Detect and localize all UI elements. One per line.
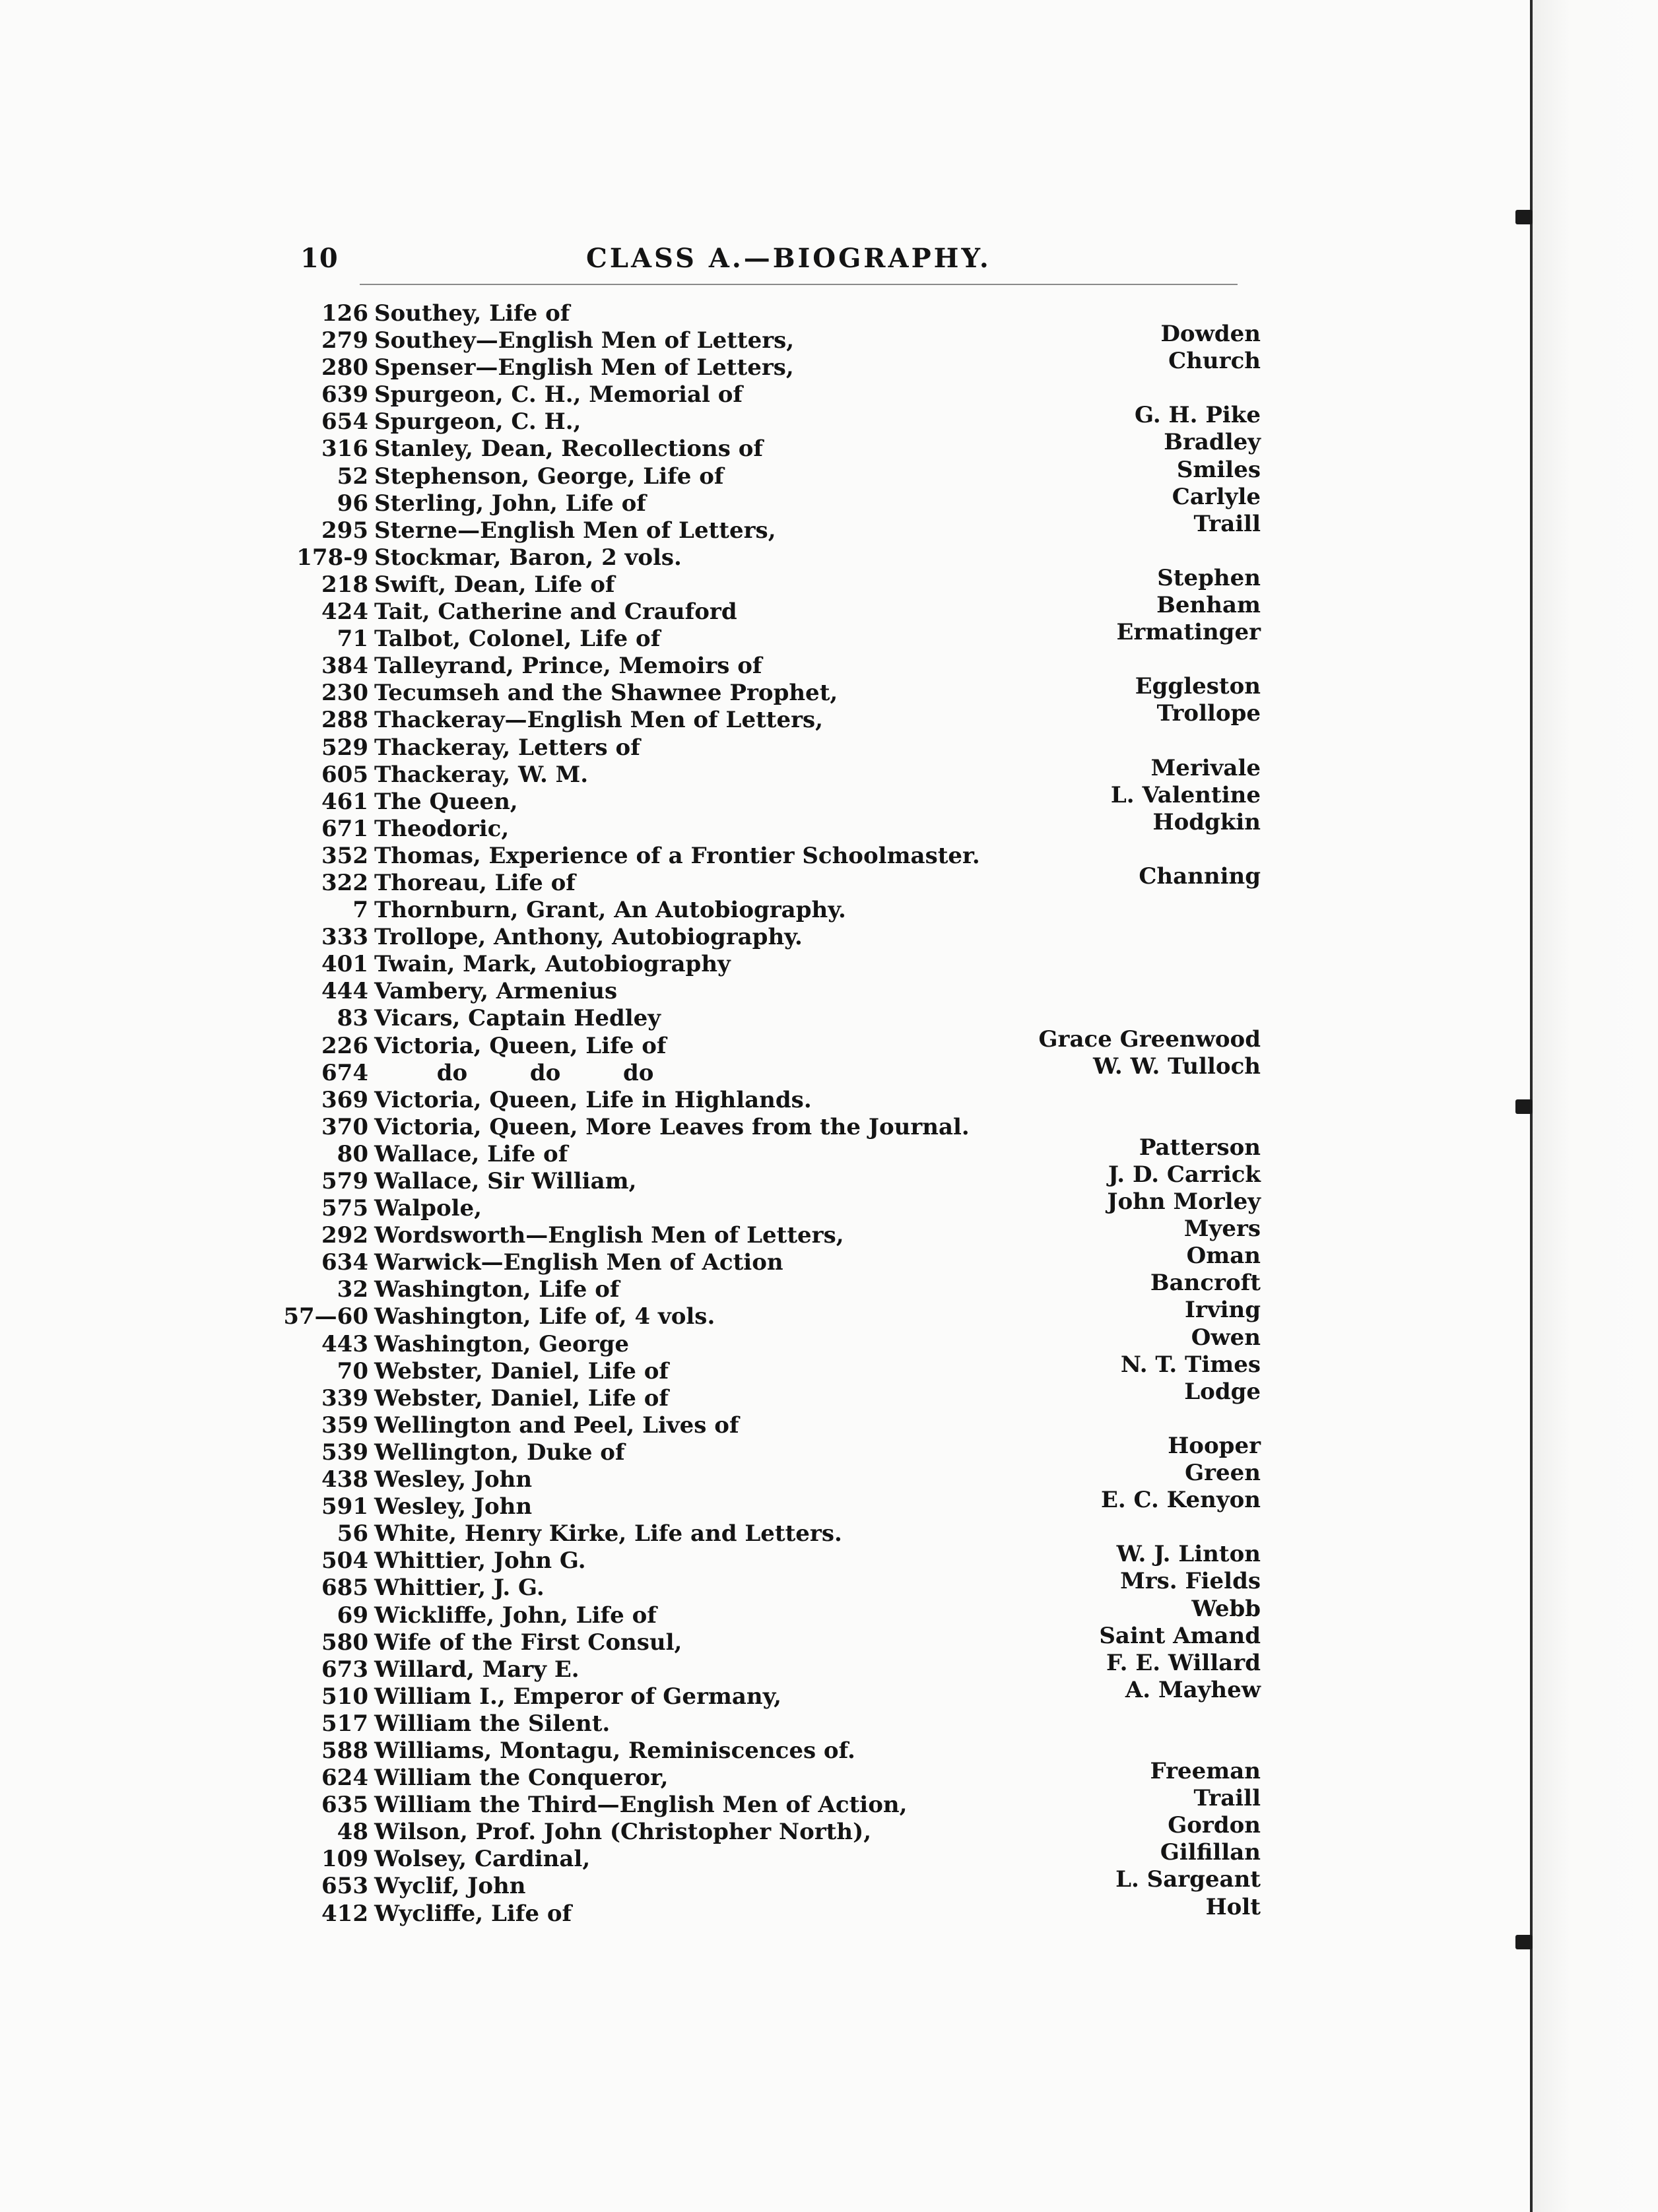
entry-author: E. C. Kenyon	[1100, 1487, 1261, 1514]
entry-title: Talleyrand, Prince, Memoirs of	[374, 653, 762, 680]
entry-number: 7	[352, 897, 368, 924]
entry-author: W. W. Tulloch	[1093, 1053, 1261, 1080]
catalog-entry	[277, 1351, 1261, 1385]
entry-title: Thackeray, Letters of	[374, 734, 640, 761]
catalog-entry	[277, 1839, 1261, 1873]
entry-title: Tecumseh and the Shawnee Prophet,	[374, 680, 838, 707]
entry-author: Grace Greenwood	[1038, 1025, 1261, 1053]
entry-number: 32	[337, 1276, 368, 1303]
entry-author: Hodgkin	[1152, 808, 1261, 835]
entry-title: Spurgeon, C. H., Memorial of	[374, 381, 743, 408]
catalog-entry	[277, 483, 1261, 517]
entry-author: Myers	[1183, 1216, 1261, 1243]
entry-author: Smiles	[1176, 456, 1261, 483]
entry-title: Victoria, Queen, Life in Highlands.	[374, 1086, 812, 1113]
entry-title: Wycliffe, Life of	[374, 1900, 572, 1927]
entry-author: L. Sargeant	[1115, 1866, 1261, 1893]
entry-number: 71	[337, 626, 368, 653]
entry-author: Lodge	[1184, 1378, 1261, 1405]
entry-number: 126	[321, 300, 368, 327]
catalog-entry	[277, 897, 1261, 924]
entry-number: 517	[321, 1710, 368, 1737]
entry-author: Stephen	[1157, 564, 1261, 591]
entry-number: 539	[321, 1439, 368, 1466]
entry-number: 412	[321, 1900, 368, 1927]
catalog-entry	[277, 781, 1261, 816]
entry-title: Sterling, John, Life of	[374, 490, 646, 517]
entry-title: Thoreau, Life of	[374, 869, 576, 896]
entry-author: J. D. Carrick	[1108, 1161, 1261, 1188]
entry-number: 444	[321, 978, 368, 1005]
entry-title: Thackeray—English Men of Letters,	[374, 707, 824, 734]
entry-number: 369	[321, 1086, 368, 1113]
entry-author: Carlyle	[1172, 483, 1261, 510]
entry-title: Wordsworth—English Men of Letters,	[374, 1222, 844, 1249]
entry-number: 96	[337, 490, 368, 517]
entry-number: 69	[337, 1602, 368, 1629]
catalog-entry	[277, 1812, 1261, 1846]
entry-title: William the Silent.	[374, 1710, 611, 1737]
entry-author: Traill	[1193, 510, 1261, 537]
entry-author: Merivale	[1150, 754, 1261, 781]
entry-title: Wyclif, John	[374, 1873, 526, 1900]
entry-title: Warwick—English Men of Action	[374, 1249, 783, 1276]
entry-author: Oman	[1186, 1243, 1261, 1270]
entry-number: 52	[337, 463, 368, 490]
entry-title: Thackeray, W. M.	[374, 761, 589, 788]
binding-mark	[1515, 210, 1533, 224]
catalog-entry	[277, 1297, 1261, 1330]
entry-author: Webb	[1191, 1595, 1261, 1622]
entry-author: N. T. Times	[1120, 1351, 1261, 1378]
entry-number: 401	[321, 951, 368, 978]
entry-number: 218	[321, 571, 368, 598]
entry-title: Washington, George	[374, 1330, 629, 1357]
entry-number: 339	[321, 1384, 368, 1412]
entry-title: Washington, Life of, 4 vols.	[374, 1303, 715, 1330]
catalog-entry	[277, 1866, 1261, 1900]
catalog-list	[277, 300, 1261, 1928]
entry-title: Sterne—English Men of Letters,	[374, 517, 776, 544]
entry-number: 230	[321, 680, 368, 707]
entry-number: 316	[321, 436, 368, 463]
entry-author: Church	[1168, 348, 1261, 375]
catalog-entry	[277, 1520, 1261, 1547]
catalog-entry	[277, 1738, 1261, 1765]
entry-number: 673	[321, 1656, 368, 1683]
catalog-entry	[277, 1270, 1261, 1303]
entry-number: 109	[321, 1846, 368, 1873]
entry-title: Webster, Daniel, Life of	[374, 1384, 669, 1412]
entry-title: Victoria, Queen, Life of	[374, 1032, 667, 1059]
catalog-entry	[277, 1541, 1261, 1575]
entry-number: 384	[321, 653, 368, 680]
entry-number: 605	[321, 761, 368, 788]
entry-title: Wesley, John	[374, 1466, 533, 1493]
catalog-entry	[277, 1188, 1261, 1222]
catalog-entry	[277, 619, 1261, 653]
entry-author: Owen	[1191, 1324, 1261, 1351]
entry-title: The Queen,	[374, 788, 518, 815]
entry-title: Wickliffe, John, Life of	[374, 1602, 657, 1629]
catalog-entry	[277, 1432, 1261, 1466]
entry-title: Whittier, J. G.	[374, 1575, 545, 1602]
entry-author: Gordon	[1168, 1812, 1261, 1839]
entry-number: 352	[321, 842, 368, 869]
entry-author: Benham	[1156, 592, 1261, 619]
entry-author: Irving	[1185, 1297, 1261, 1324]
entry-author: Hooper	[1168, 1432, 1261, 1459]
entry-title: Wife of the First Consul,	[374, 1629, 682, 1656]
entry-number: 635	[321, 1792, 368, 1819]
entry-author: W. J. Linton	[1116, 1541, 1261, 1568]
entry-title: Twain, Mark, Autobiography	[374, 951, 731, 978]
entry-title: do do do	[374, 1059, 654, 1086]
catalog-entry	[277, 1649, 1261, 1683]
entry-title: William the Third—English Men of Action,	[374, 1792, 908, 1819]
entry-author: John Morley	[1107, 1188, 1261, 1216]
entry-title: Wesley, John	[374, 1493, 533, 1520]
entry-title: Stephenson, George, Life of	[374, 463, 724, 490]
catalog-entry	[277, 429, 1261, 463]
entry-title: Stanley, Dean, Recollections of	[374, 436, 764, 463]
entry-title: Southey—English Men of Letters,	[374, 327, 795, 354]
entry-title: Spenser—English Men of Letters,	[374, 354, 794, 381]
catalog-entry	[277, 653, 1261, 680]
entry-author: Trollope	[1156, 700, 1261, 727]
page-number: 10	[300, 243, 339, 274]
entry-number: 295	[321, 517, 368, 544]
entry-title: Wallace, Life of	[374, 1140, 568, 1167]
entry-number: 56	[337, 1520, 368, 1547]
entry-title: White, Henry Kirke, Life and Letters.	[374, 1520, 842, 1547]
entry-number: 333	[321, 924, 368, 951]
entry-number: 424	[321, 599, 368, 626]
catalog-entry	[277, 862, 1261, 897]
catalog-entry	[277, 1324, 1261, 1358]
entry-title: Walpole,	[374, 1195, 482, 1222]
entry-title: Thornburn, Grant, An Autobiography.	[374, 897, 846, 924]
entry-number: 504	[321, 1547, 368, 1575]
entry-title: Theodoric,	[374, 815, 510, 842]
catalog-entry	[277, 381, 1261, 408]
entry-number: 639	[321, 381, 368, 408]
entry-title: Wallace, Sir William,	[374, 1168, 637, 1194]
entry-author: L. Valentine	[1110, 781, 1261, 808]
entry-author: A. Mayhew	[1125, 1676, 1261, 1703]
entry-author: Holt	[1205, 1893, 1261, 1920]
entry-author: Green	[1185, 1460, 1261, 1487]
entry-author: Gilfillan	[1160, 1839, 1261, 1866]
entry-title: Wolsey, Cardinal,	[374, 1846, 591, 1873]
catalog-entry	[277, 1243, 1261, 1276]
entry-number: 438	[321, 1466, 368, 1493]
entry-title: Webster, Daniel, Life of	[374, 1357, 669, 1384]
entry-number: 575	[321, 1195, 368, 1222]
entry-title: Wellington and Peel, Lives of	[374, 1412, 739, 1439]
catalog-entry	[277, 734, 1261, 762]
entry-author: Bancroft	[1150, 1270, 1261, 1297]
entry-number: 580	[321, 1629, 368, 1656]
catalog-entry	[277, 1412, 1261, 1439]
entry-author: Ermatinger	[1116, 619, 1261, 646]
catalog-entry	[277, 1216, 1261, 1249]
entry-author: F. E. Willard	[1106, 1649, 1261, 1676]
entry-number: 461	[321, 788, 368, 815]
catalog-entry	[277, 321, 1261, 354]
entry-title: Williams, Montagu, Reminiscences of.	[374, 1737, 855, 1764]
entry-author: Eggleston	[1135, 673, 1261, 700]
entry-number: 653	[321, 1873, 368, 1900]
entry-number: 579	[321, 1168, 368, 1194]
catalog-entry	[277, 673, 1261, 707]
entry-author: Dowden	[1160, 321, 1261, 348]
entry-number: 685	[321, 1575, 368, 1602]
entry-number: 279	[321, 327, 368, 354]
entry-title: Wellington, Duke of	[374, 1439, 625, 1466]
entry-title: William I., Emperor of Germany,	[374, 1683, 781, 1710]
page-header	[300, 243, 1251, 282]
catalog-entry	[277, 1568, 1261, 1602]
entry-number: 292	[321, 1222, 368, 1249]
catalog-entry	[277, 1053, 1261, 1087]
entry-number: 359	[321, 1412, 368, 1439]
entry-title: Southey, Life of	[374, 300, 570, 327]
catalog-entry	[277, 978, 1261, 1005]
header-rule	[360, 284, 1238, 285]
catalog-entry	[277, 1676, 1261, 1710]
entry-title: Whittier, John G.	[374, 1547, 586, 1575]
entry-title: Talbot, Colonel, Life of	[374, 626, 661, 653]
entry-title: Tait, Catherine and Crauford	[374, 599, 737, 626]
catalog-entry	[277, 808, 1261, 843]
entry-number: 80	[337, 1140, 368, 1167]
entry-number: 83	[337, 1005, 368, 1032]
catalog-entry	[277, 564, 1261, 599]
entry-number: 226	[321, 1032, 368, 1059]
catalog-entry	[277, 951, 1261, 978]
entry-author: Channing	[1139, 862, 1261, 890]
page-edge-shadow	[1533, 0, 1658, 2212]
entry-number: 48	[337, 1819, 368, 1846]
entry-author: Bradley	[1164, 429, 1261, 456]
entry-title: Vicars, Captain Hedley	[374, 1005, 661, 1032]
catalog-entry	[277, 1785, 1261, 1819]
entry-title: Stockmar, Baron, 2 vols.	[374, 544, 682, 571]
catalog-entry	[277, 544, 1261, 571]
catalog-entry	[277, 300, 1261, 327]
entry-number: 671	[321, 815, 368, 842]
entry-number: 624	[321, 1765, 368, 1792]
catalog-entry	[277, 1114, 1261, 1141]
entry-author: Patterson	[1139, 1134, 1261, 1161]
entry-title: Victoria, Queen, More Leaves from the Journal.	[374, 1113, 970, 1140]
entry-number: 322	[321, 869, 368, 896]
entry-number: 529	[321, 734, 368, 761]
entry-title: Thomas, Experience of a Frontier Schoolmaster.	[374, 842, 980, 869]
entry-title: Washington, Life of	[374, 1276, 620, 1303]
entry-number: 634	[321, 1249, 368, 1276]
binding-mark	[1515, 1935, 1533, 1949]
entry-number: 654	[321, 408, 368, 436]
entry-title: William the Conqueror,	[374, 1765, 669, 1792]
entry-number: 70	[337, 1357, 368, 1384]
entry-title: Vambery, Armenius	[374, 978, 618, 1005]
entry-author: Saint Amand	[1099, 1622, 1261, 1649]
entry-title: Willard, Mary E.	[374, 1656, 580, 1683]
catalog-entry	[277, 402, 1261, 436]
entry-number: 178-9	[296, 544, 368, 571]
entry-number: 57—60	[283, 1303, 368, 1330]
catalog-entry	[277, 456, 1261, 490]
catalog-entry	[277, 924, 1261, 951]
entry-number: 674	[321, 1059, 368, 1086]
entry-title: Wilson, Prof. John (Christopher North),	[374, 1819, 872, 1846]
catalog-entry	[277, 843, 1261, 870]
entry-number: 280	[321, 354, 368, 381]
entry-author: Traill	[1193, 1785, 1261, 1812]
catalog-entry	[277, 1758, 1261, 1792]
catalog-entry	[277, 1487, 1261, 1520]
catalog-entry	[277, 592, 1261, 626]
catalog-entry	[277, 1087, 1261, 1114]
entry-title: Trollope, Anthony, Autobiography.	[374, 924, 803, 951]
page-title: CLASS A.—BIOGRAPHY.	[586, 243, 991, 274]
catalog-entry	[277, 700, 1261, 734]
entry-author: Freeman	[1150, 1758, 1261, 1785]
entry-number: 510	[321, 1683, 368, 1710]
entry-author: G. H. Pike	[1135, 402, 1261, 429]
entry-number: 443	[321, 1330, 368, 1357]
entry-number: 370	[321, 1113, 368, 1140]
catalog-entry	[277, 348, 1261, 381]
catalog-entry	[277, 510, 1261, 544]
catalog-entry	[277, 1710, 1261, 1738]
entry-number: 588	[321, 1737, 368, 1764]
entry-author: Mrs. Fields	[1120, 1568, 1261, 1595]
entry-number: 591	[321, 1493, 368, 1520]
entry-title: Spurgeon, C. H.,	[374, 408, 581, 436]
entry-title: Swift, Dean, Life of	[374, 571, 615, 598]
entry-number: 288	[321, 707, 368, 734]
catalog-entry	[277, 1378, 1261, 1412]
binding-mark	[1515, 1099, 1533, 1114]
catalog-entry	[277, 1893, 1261, 1928]
